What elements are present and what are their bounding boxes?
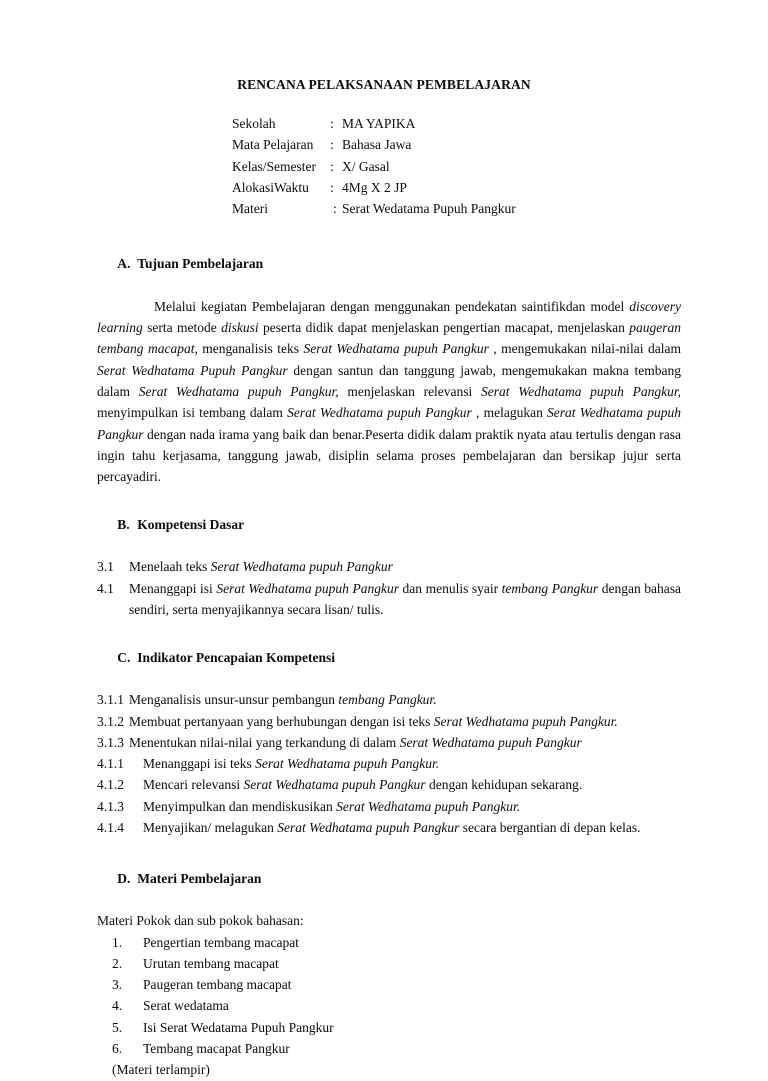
- text-run: menyimpulkan isi tembang dalam: [97, 405, 288, 421]
- italic-run: diskusi: [221, 320, 264, 336]
- metadata-value: MA YAPIKA: [342, 116, 416, 131]
- metadata-separator: :: [333, 201, 337, 217]
- numbered-item: [97, 774, 681, 795]
- text-run: Menanggapi isi: [129, 580, 217, 596]
- numbered-item: [97, 556, 681, 577]
- materi-list: [97, 932, 681, 1060]
- document-body: [97, 232, 681, 1081]
- text-run: dengan nada irama yang baik dan benar.Peserta didik dalam praktik nyata atau tertulis dengan rasa ingin tahu kerjasama, tanggung jawab, disiplin selama proses pembelajaran dan bersikap jujur serta percayadiri.: [97, 426, 681, 485]
- metadata-value: Bahasa Jawa: [342, 137, 412, 153]
- section-heading-c: [97, 625, 681, 689]
- metadata-label: Kelas/Semester: [232, 158, 316, 174]
- list-item-number: 5.: [112, 1019, 123, 1035]
- metadata-label: Sekolah: [232, 116, 276, 131]
- metadata-separator: :: [330, 158, 334, 174]
- section-d-intro: Materi Pokok dan sub pokok bahasan:: [97, 913, 304, 929]
- metadata-value: 4Mg X 2 JP: [342, 179, 407, 195]
- text-run: Menganalisis unsur-unsur pembangun: [129, 692, 339, 708]
- metadata-rows: [232, 113, 516, 219]
- spacer: [97, 838, 681, 846]
- list-item-number: 2.: [112, 955, 123, 971]
- numbered-item: [97, 732, 681, 753]
- list-item-text: Pengertian tembang macapat: [143, 934, 299, 950]
- italic-run: Serat Wedhatama pupuh Pangkur.: [255, 756, 440, 772]
- section-heading-b: [97, 493, 681, 557]
- numbered-item: [97, 689, 681, 710]
- metadata-separator: :: [330, 179, 334, 195]
- list-item-number: 3.: [112, 977, 123, 993]
- list-item-text: Tembang macapat Pangkur: [143, 1040, 290, 1056]
- section-letter-a: A.: [117, 256, 131, 272]
- text-run: , menganalisis teks: [194, 341, 304, 357]
- section-a-paragraph: [97, 296, 681, 488]
- text-run: Mencari relevansi: [143, 777, 244, 793]
- item-number: 3.1.1: [97, 692, 124, 708]
- document-metadata-table: [232, 113, 516, 219]
- italic-run: Serat Wedhatama pupuh Pangkur: [399, 734, 582, 750]
- italic-run: paugeran tembang macapat: [97, 320, 681, 357]
- text-run: dengan kehidupan sekarang.: [425, 777, 583, 793]
- section-heading-d: [97, 846, 681, 910]
- italic-run: Serat Wedhatama Pupuh Pangkur: [97, 362, 288, 378]
- section-title-c: Indikator Pencapaian Kompetensi: [137, 649, 336, 665]
- metadata-separator: :: [330, 137, 334, 153]
- list-item: [112, 953, 681, 974]
- section-heading-a: [97, 232, 681, 296]
- document-title: RENCANA PELAKSANAAN PEMBELAJARAN: [237, 77, 531, 92]
- text-run: Menanggapi isi teks: [143, 756, 256, 772]
- list-item: [112, 995, 681, 1016]
- materi-attachment-note: (Materi terlampir): [112, 1062, 210, 1078]
- item-number: 3.1: [97, 559, 114, 575]
- text-run: dengan bahasa sendiri, serta menyajikannya secara lisan/ tulis.: [129, 580, 681, 618]
- list-item: [112, 932, 681, 953]
- section-title-a: Tujuan Pembelajaran: [137, 256, 264, 272]
- metadata-row: [232, 113, 516, 134]
- item-number: 4.1.1: [97, 756, 124, 772]
- text-run: Menyajikan/ melagukan: [143, 820, 278, 836]
- text-run: , mengemukakan nilai-nilai dalam: [488, 341, 681, 357]
- list-item-number: 4.: [112, 998, 123, 1014]
- text-run: menjelaskan relevansi: [338, 384, 482, 400]
- item-number: 4.1: [97, 580, 114, 596]
- text-run: dengan santun dan tanggung jawab, mengemukakan makna tembang dalam: [97, 362, 682, 400]
- metadata-separator: :: [330, 116, 334, 131]
- numbered-item: [97, 578, 681, 621]
- italic-run: Serat Wedhatama pupuh Pangkur: [287, 405, 472, 421]
- metadata-value: X/ Gasal: [342, 158, 390, 174]
- italic-run: Serat Wedhatama pupuh Pangkur,: [481, 384, 681, 400]
- metadata-value: Serat Wedatama Pupuh Pangkur: [342, 201, 516, 217]
- italic-run: Serat Wedhatama pupuh Pangkur.: [433, 713, 618, 729]
- list-item: [112, 974, 681, 995]
- list-item: [112, 1017, 681, 1038]
- italic-run: Serat Wedhatama pupuh Pangkur: [243, 777, 426, 793]
- italic-run: tembang Pangkur.: [338, 692, 437, 708]
- italic-run: discovery learning: [97, 298, 681, 336]
- numbered-item: [97, 753, 681, 774]
- list-item-text: Isi Serat Wedatama Pupuh Pangkur: [143, 1019, 334, 1035]
- metadata-label: Mata Pelajaran: [232, 137, 314, 153]
- list-item-text: Urutan tembang macapat: [143, 955, 279, 971]
- numbered-item: [97, 796, 681, 817]
- section-b-items: [97, 556, 681, 620]
- italic-run: Serat Wedhatama pupuh Pangkur: [277, 820, 460, 836]
- text-run: dan menulis syair: [398, 580, 502, 596]
- italic-run: Serat Wedhatama pupuh Pangkur: [303, 341, 489, 357]
- italic-run: Serat Wedhatama pupuh Pangkur: [216, 580, 399, 596]
- list-item-text: Serat wedatama: [143, 998, 229, 1014]
- metadata-label: Materi: [232, 201, 268, 217]
- item-number: 4.1.3: [97, 798, 124, 814]
- metadata-row: [232, 198, 516, 219]
- text-run: , melagukan: [471, 405, 548, 421]
- item-number: 4.1.4: [97, 820, 124, 836]
- item-number: 4.1.2: [97, 777, 124, 793]
- section-c-items: [97, 689, 681, 838]
- text-run: Membuat pertanyaan yang berhubungan dengan isi teks: [129, 713, 434, 729]
- list-item-number: 1.: [112, 934, 123, 950]
- italic-run: tembang Pangkur: [501, 580, 599, 596]
- list-item-number: 6.: [112, 1040, 123, 1056]
- text-run: Menyimpulkan dan mendiskusikan: [143, 798, 337, 814]
- section-letter-d: D.: [117, 870, 131, 886]
- list-item: [112, 1038, 681, 1059]
- section-letter-c: C.: [117, 649, 131, 665]
- italic-run: Serat Wedhatama pupuh Pangkur: [210, 559, 393, 575]
- text-run: Menelaah teks: [129, 559, 211, 575]
- italic-run: Serat Wedhatama pupuh Pangkur,: [138, 384, 339, 400]
- italic-run: Serat Wedhatama pupuh Pangkur.: [336, 798, 521, 814]
- section-letter-b: B.: [117, 516, 130, 532]
- metadata-row: [232, 177, 516, 198]
- numbered-item: [97, 817, 681, 838]
- text-run: peserta didik dapat menjelaskan pengertian macapat, menjelaskan: [263, 320, 630, 336]
- metadata-row: [232, 156, 516, 177]
- italic-run: Serat Wedhatama pupuh Pangkur: [97, 405, 681, 442]
- section-title-b: Kompetensi Dasar: [137, 516, 245, 532]
- item-number: 3.1.3: [97, 734, 124, 750]
- text-run: serta metode: [142, 320, 222, 336]
- section-title-d: Materi Pembelajaran: [137, 870, 262, 886]
- list-item-text: Paugeran tembang macapat: [143, 977, 292, 993]
- numbered-item: [97, 711, 681, 732]
- text-run: Menentukan nilai-nilai yang terkandung di dalam: [129, 734, 400, 750]
- metadata-row: [232, 134, 516, 155]
- metadata-label: AlokasiWaktu: [232, 179, 309, 195]
- item-number: 3.1.2: [97, 713, 124, 729]
- text-run: Melalui kegiatan Pembelajaran dengan menggunakan pendekatan saintifikdan model: [154, 298, 630, 314]
- text-run: secara bergantian di depan kelas.: [459, 820, 641, 836]
